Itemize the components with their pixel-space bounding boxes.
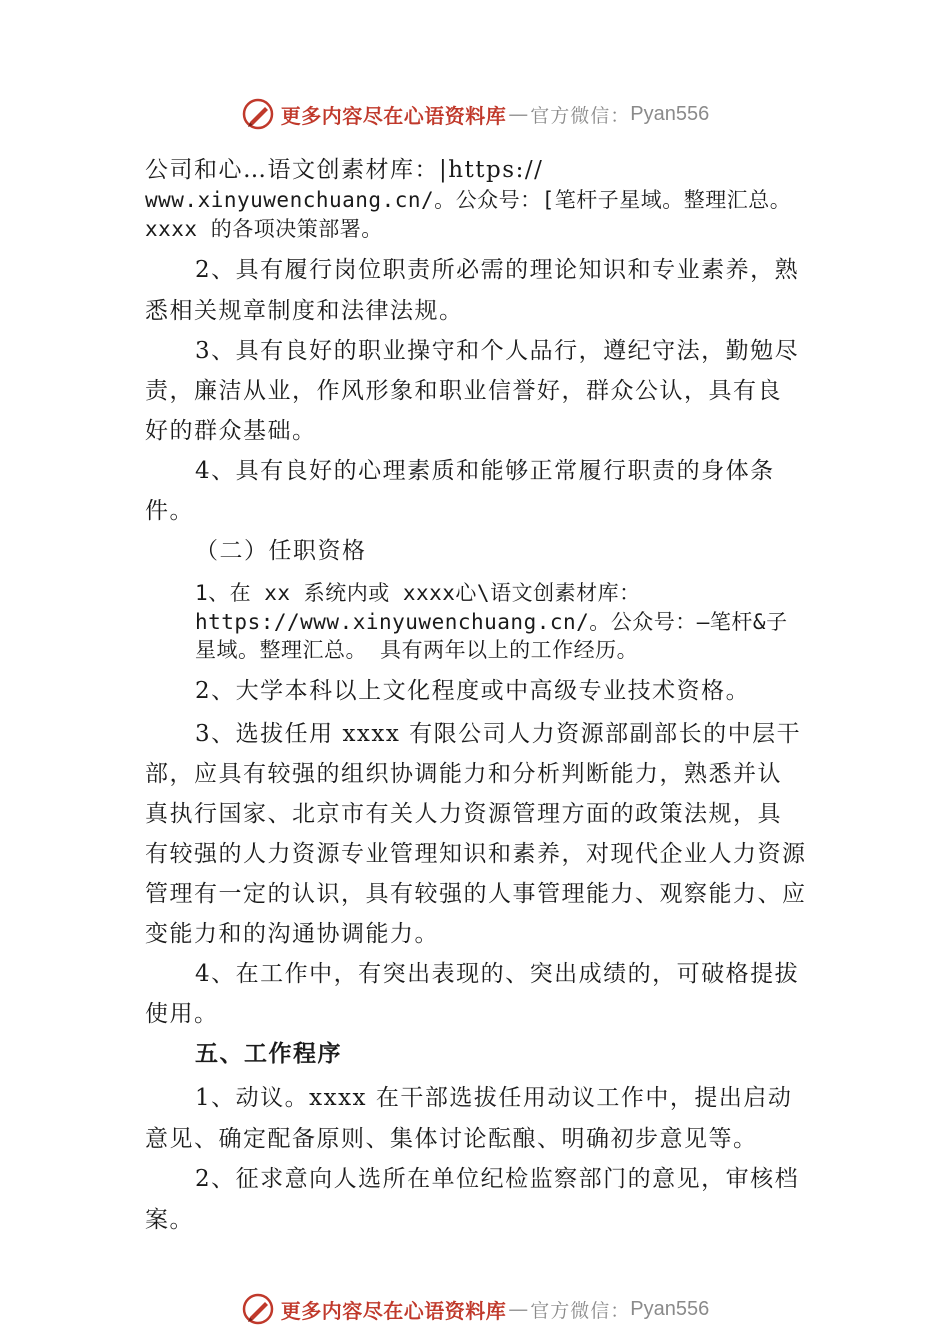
text-line: 3、具有良好的职业操守和个人品行，遵纪守法，勤勉尽: [195, 338, 800, 364]
text-line: xxxx 的各项决策部署。: [145, 217, 383, 241]
text-line: 1、在 xx 系统内或 xxxx心\语文创素材库：: [195, 581, 641, 605]
text-line: 悉相关规章制度和法律法规。: [145, 298, 464, 324]
brand-text: 更多内容尽在心语资料库: [280, 103, 507, 128]
text-line: 责，廉洁从业，作风形象和职业信誉好，群众公认，具有良: [145, 378, 782, 404]
text-line: 意见、确定配备原则、集体讨论酝酿、明确初步意见等。: [145, 1126, 758, 1152]
text-line: www.xinyuwenchuang.cn/。公众号：[笔杆子星域。整理汇总。: [145, 188, 792, 212]
text-line: https://www.xinyuwenchuang.cn/。公众号：—笔杆&子: [195, 610, 788, 634]
text-line: 公司和心…语文创素材库：|https://: [145, 157, 544, 183]
text-line: 4、在工作中，有突出表现的、突出成绩的，可破格提拔: [195, 961, 800, 987]
text-line: 4、具有良好的心理素质和能够正常履行职责的身体条: [195, 458, 775, 484]
text-line: 2、征求意向人选所在单位纪检监察部门的意见，审核档: [195, 1166, 800, 1192]
text-line: 1、动议。xxxx 在干部选拔任用动议工作中，提出启动: [195, 1085, 793, 1111]
footer-banner: [0, 1289, 950, 1329]
text-line: 使用。: [145, 1001, 219, 1027]
text-line: 部，应具有较强的组织协调能力和分析判断能力，熟悉并认: [145, 761, 782, 787]
brand-text: 更多内容尽在心语资料库: [280, 1298, 507, 1323]
banner-dash: —: [508, 1297, 529, 1321]
wechat-id: Pyan556: [630, 1297, 710, 1320]
text-line: 管理有一定的认识，具有较强的人事管理能力、观察能力、应: [145, 881, 807, 907]
section-heading: （二）任职资格: [195, 538, 367, 564]
text-line: 2、具有履行岗位职责所必需的理论知识和专业素养，熟: [195, 257, 800, 283]
section-heading: 五、工作程序: [195, 1040, 342, 1067]
text-line: 变能力和的沟通协调能力。: [145, 921, 439, 947]
text-line: 星域。整理汇总。 具有两年以上的工作经历。: [195, 638, 639, 662]
text-line: 好的群众基础。: [145, 418, 317, 444]
pen-logo-icon: [241, 1292, 275, 1326]
text-line: 有较强的人力资源专业管理知识和素养，对现代企业人力资源: [145, 841, 807, 867]
banner-dash: —: [508, 102, 529, 126]
pen-logo-icon: [241, 97, 275, 131]
text-line: 案。: [145, 1207, 194, 1233]
wechat-label: 官方微信：: [530, 1299, 631, 1322]
text-line: 件。: [145, 498, 194, 524]
text-line: 3、选拔任用 xxxx 有限公司人力资源部副部长的中层干: [195, 721, 802, 747]
header-banner: [0, 94, 950, 134]
wechat-id: Pyan556: [630, 102, 710, 125]
wechat-label: 官方微信：: [530, 104, 631, 127]
text-line: 2、大学本科以上文化程度或中高级专业技术资格。: [195, 678, 751, 704]
text-line: 真执行国家、北京市有关人力资源管理方面的政策法规，具: [145, 801, 782, 827]
